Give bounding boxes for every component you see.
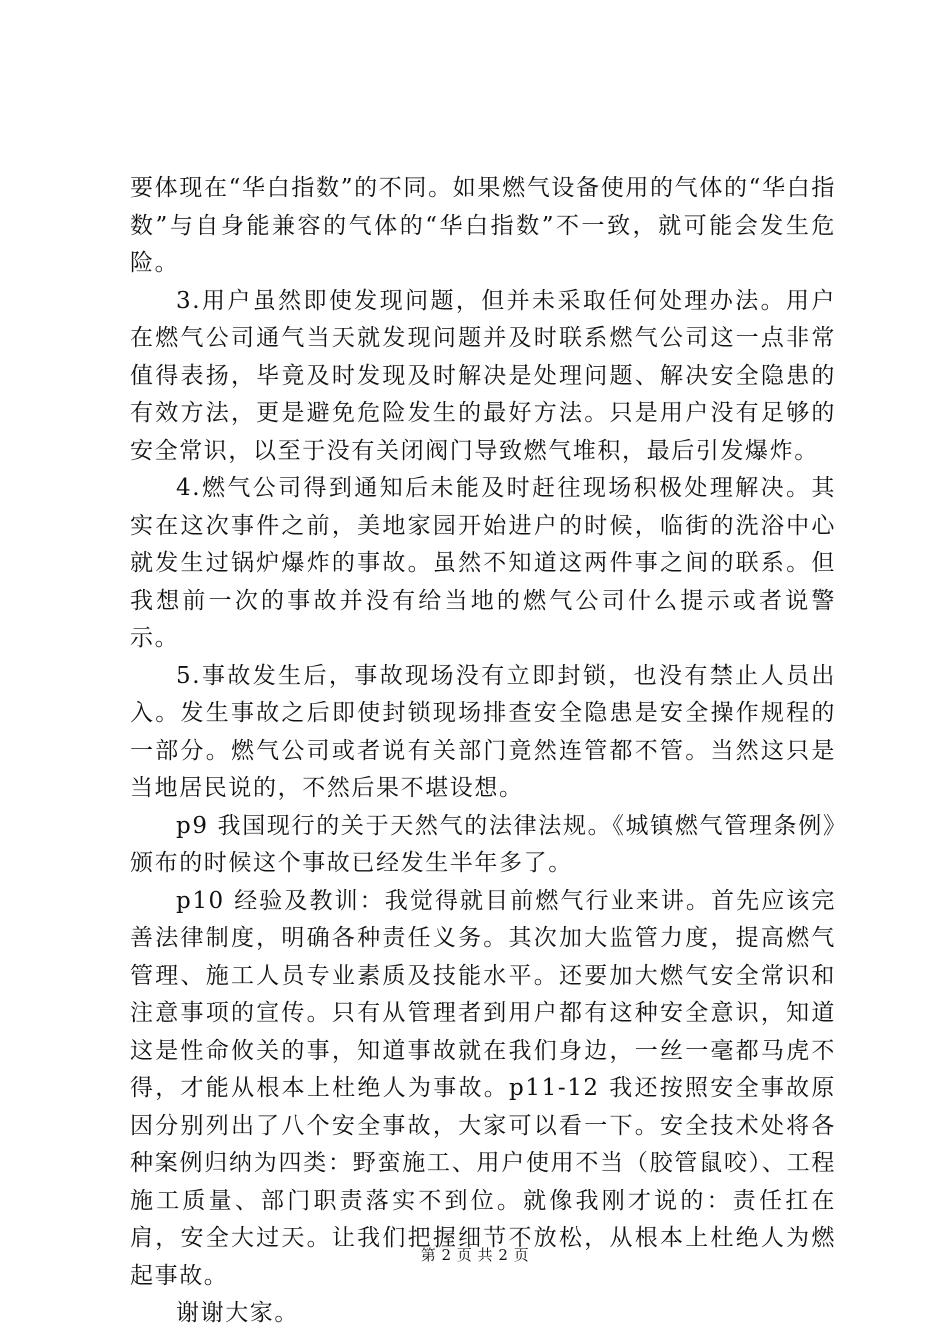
- page-footer: [0, 1244, 950, 1265]
- paragraph-point-3: 3.用户虽然即使发现问题，但并未采取任何处理办法。用户在燃气公司通气当天就发现问题并及时联系燃气公司这一点非常值得表扬，毕竟及时发现及时解决是处理问题、解决安全隐患的有效方法，更是避免危险发生的最好方法。只是用户没有足够的安全常识，以至于没有关闭阀门导致燃气堆积，最后引发爆炸。: [130, 287, 836, 464]
- paragraph-continuation: 要体现在“华白指数”的不同。如果燃气设备使用的气体的“华白指数”与自身能兼容的气体的“华白指数”不一致，就可能会发生危险。: [130, 175, 836, 276]
- document-body: [130, 170, 836, 1333]
- paragraph-point-4: 4.燃气公司得到通知后未能及时赶往现场积极处理解决。其实在这次事件之前，美地家园开始进户的时候，临街的洗浴中心就发生过锅炉爆炸的事故。虽然不知道这两件事之间的联系。但我想前一次的事故并没有给当地的燃气公司什么提示或者说警示。: [130, 475, 836, 651]
- paragraph-p10: p10 经验及教训：我觉得就目前燃气行业来讲。首先应该完善法律制度，明确各种责任义务。其次加大监管力度，提高燃气管理、施工人员专业素质及技能水平。还要加大燃气安全常识和注意事项的宣传。只有从管理者到用户都有这种安全意识，知道这是性命攸关的事，知道事故就在我们身边，一丝一毫都马虎不得，才能从根本上杜绝人为事故。p11-12 我还按照安全事故原因分别列出了八个安全事故，大家可以看一下。安全技术处将各种案例归纳为四类：野蛮施工、用户使用不当（胶管鼠咬）、工程施工质量、部门职责落实不到位。就像我刚才说的：责任扛在肩，安全大过天。让我们把握细节不放松，从根本上杜绝人为燃起事故。: [130, 887, 836, 1289]
- paragraph-closing: 谢谢大家。: [176, 1300, 299, 1326]
- paragraph-point-5: 5.事故发生后，事故现场没有立即封锁，也没有禁止人员出入。发生事故之后即使封锁现场排查安全隐患是安全操作规程的一部分。燃气公司或者说有关部门竟然连管都不管。当然这只是当地居民说的，不然后果不堪设想。: [130, 662, 836, 801]
- page-number-label: 第 2 页 共 2 页: [420, 1246, 530, 1264]
- paragraph-p9: p9 我国现行的关于天然气的法律法规。《城镇燃气管理条例》颁布的时候这个事故已经发生半年多了。: [130, 812, 836, 876]
